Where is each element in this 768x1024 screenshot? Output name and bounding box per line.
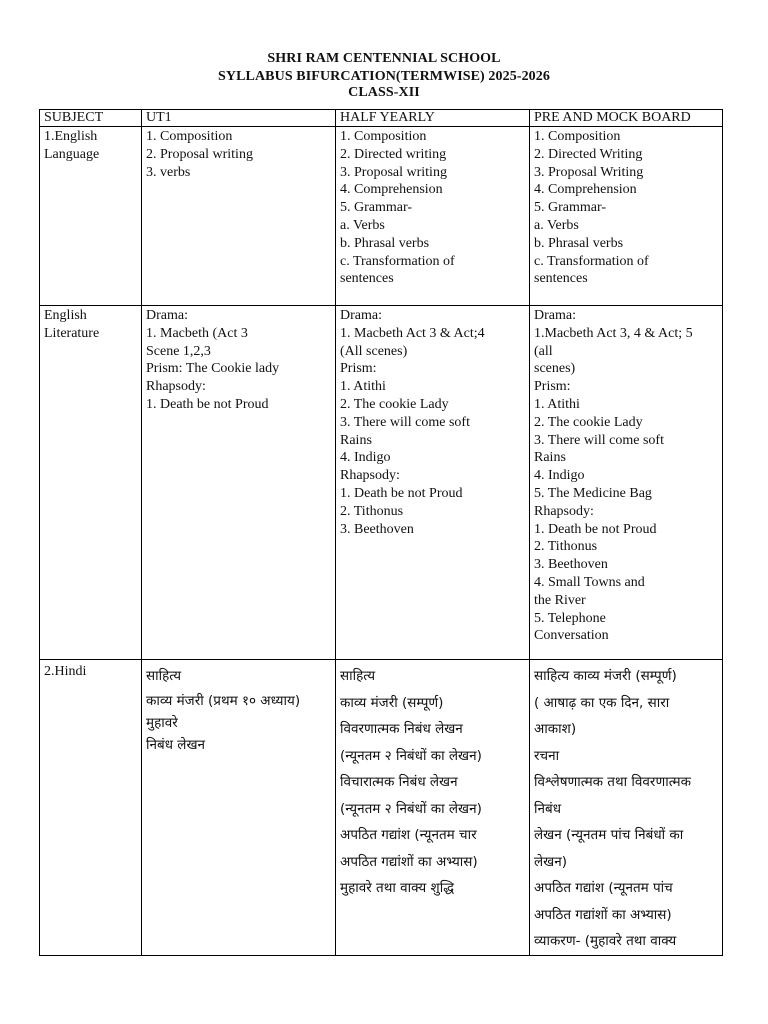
column-header-ut1: UT1 <box>142 110 336 127</box>
cell-line: Conversation <box>534 628 609 644</box>
half-yearly-cell <box>336 660 530 956</box>
cell-line: Drama: <box>534 308 576 323</box>
cell-line: 3. Beethoven <box>340 521 414 537</box>
half-yearly-cell <box>336 127 530 306</box>
cell-line: आकाश) <box>534 721 577 737</box>
cell-line: 2. Directed writing <box>340 146 447 162</box>
cell-line: b. Phrasal verbs <box>534 235 624 251</box>
cell-line: 1.English <box>44 129 98 144</box>
cell-line: 4. Comprehension <box>534 182 637 198</box>
cell-line: 3. Proposal writing <box>340 164 447 180</box>
cell-line: काव्य मंजरी (प्रथम १० अध्याय) <box>146 692 301 709</box>
cell-line: ( आषाढ़ का एक दिन, सारा <box>534 694 670 711</box>
cell-line: 5. Grammar- <box>340 200 413 216</box>
cell-line: विश्लेषणात्मक तथा विवरणात्मक <box>534 774 691 790</box>
school-name: SHRI RAM CENTENNIAL SCHOOL <box>267 51 501 66</box>
cell-line: a. Verbs <box>534 217 579 233</box>
cell-line: 1. Composition <box>146 129 233 144</box>
pre-mock-cell <box>530 127 723 306</box>
cell-line: साहित्य काव्य मंजरी (सम्पूर्ण) <box>534 668 677 684</box>
cell-line: a. Verbs <box>340 217 385 233</box>
cell-line: Rhapsody: <box>340 468 400 484</box>
cell-line: Prism: The Cookie lady <box>146 361 280 377</box>
cell-line: 1. Death be not Proud <box>340 485 463 501</box>
pre-mock-cell <box>530 660 723 956</box>
cell-line: 2. Tithonus <box>534 539 598 555</box>
subject-cell <box>40 127 142 306</box>
cell-line: Prism: <box>340 361 377 377</box>
column-header-subject: SUBJECT <box>40 110 142 127</box>
cell-line: निबंध <box>534 800 561 817</box>
cell-line: 1. Composition <box>534 129 621 144</box>
cell-line: 2.Hindi <box>44 664 87 679</box>
cell-line: मुहावरे तथा वाक्य शुद्धि <box>340 880 454 896</box>
column-header-half-yearly: HALF YEARLY <box>336 110 530 127</box>
cell-line: मुहावरे <box>146 714 178 731</box>
cell-line: 3. Proposal Writing <box>534 164 644 180</box>
cell-line: 2. Tithonus <box>340 503 404 519</box>
cell-line: Drama: <box>146 308 188 323</box>
cell-line: साहित्य <box>146 668 182 684</box>
table-row-hindi <box>40 660 723 956</box>
cell-line: अपठित गद्यांशों का अभ्यास) <box>340 853 478 870</box>
document-header <box>0 50 768 100</box>
cell-line: 5. The Medicine Bag <box>534 485 652 501</box>
cell-line: 3. verbs <box>146 164 191 180</box>
cell-line: 5. Telephone <box>534 610 606 626</box>
cell-line: 1. Atithi <box>534 396 580 412</box>
cell-line: 1. Death be not Proud <box>146 396 269 412</box>
cell-line: (all <box>534 343 553 359</box>
table-row-english-literature <box>40 306 723 660</box>
cell-line: अपठित गद्यांश (न्यूनतम चार <box>340 827 477 843</box>
column-header-pre-mock-board: PRE AND MOCK BOARD <box>530 110 723 127</box>
cell-line: sentences <box>534 271 588 287</box>
cell-line: निबंध लेखन <box>146 736 205 753</box>
cell-line: c. Transformation of <box>340 253 455 269</box>
cell-line: 1. Composition <box>340 129 427 144</box>
cell-line: (न्यूनतम २ निबंधों का लेखन) <box>340 747 482 764</box>
cell-line: विवरणात्मक निबंध लेखन <box>340 721 463 737</box>
cell-line: 3. Beethoven <box>534 557 608 573</box>
cell-line: विचारात्मक निबंध लेखन <box>340 774 458 790</box>
pre-mock-cell <box>530 306 723 660</box>
cell-line: b. Phrasal verbs <box>340 235 430 251</box>
cell-line: लेखन (न्यूनतम पांच निबंधों का <box>534 827 684 843</box>
cell-line: 1. Macbeth (Act 3 <box>146 325 248 341</box>
cell-line: (All scenes) <box>340 343 408 359</box>
cell-line: scenes) <box>534 361 576 377</box>
class-label: CLASS-XII <box>348 85 420 100</box>
cell-line: Language <box>44 146 100 162</box>
cell-line: the River <box>534 592 586 608</box>
cell-line: (न्यूनतम २ निबंधों का लेखन) <box>340 800 482 817</box>
cell-line: 4. Small Towns and <box>534 574 645 590</box>
cell-line: व्याकरण- (मुहावरे तथा वाक्य <box>534 933 677 949</box>
cell-line: Drama: <box>340 308 382 323</box>
cell-line: अपठित गद्यांशों का अभ्यास) <box>534 906 672 923</box>
cell-line: 2. Proposal writing <box>146 146 253 162</box>
cell-line: c. Transformation of <box>534 253 649 269</box>
cell-line: 3. There will come soft <box>340 414 470 430</box>
cell-line: 3. There will come soft <box>534 432 664 448</box>
cell-line: Rains <box>534 450 566 466</box>
cell-line: Literature <box>44 325 100 341</box>
document-title: SYLLABUS BIFURCATION(TERMWISE) 2025-2026 <box>217 69 550 84</box>
syllabus-table <box>39 109 723 956</box>
cell-line: काव्य मंजरी (सम्पूर्ण) <box>340 694 444 711</box>
cell-line: 1.Macbeth Act 3, 4 & Act; 5 <box>534 325 693 341</box>
half-yearly-cell <box>336 306 530 660</box>
ut1-cell <box>142 306 336 660</box>
cell-line: 2. The cookie Lady <box>534 414 643 430</box>
cell-line: Rhapsody: <box>146 379 206 395</box>
cell-line: साहित्य <box>340 668 376 684</box>
cell-line: 4. Comprehension <box>340 182 443 198</box>
cell-line: लेखन) <box>534 853 567 870</box>
cell-line: 1. Macbeth Act 3 & Act;4 <box>340 325 485 341</box>
cell-line: sentences <box>340 271 394 287</box>
table-row-english-language <box>40 127 723 306</box>
cell-line: Rains <box>340 432 372 448</box>
cell-line: Prism: <box>534 379 571 395</box>
subject-cell <box>40 660 142 956</box>
cell-line: 2. The cookie Lady <box>340 396 449 412</box>
cell-line: 2. Directed Writing <box>534 146 643 162</box>
cell-line: English <box>44 308 87 323</box>
cell-line: रचना <box>534 747 560 764</box>
cell-line: 1. Death be not Proud <box>534 521 657 537</box>
cell-line: Rhapsody: <box>534 503 594 519</box>
table-header-row <box>40 110 723 127</box>
cell-line: 1. Atithi <box>340 379 386 395</box>
cell-line: 5. Grammar- <box>534 200 607 216</box>
ut1-cell <box>142 660 336 956</box>
subject-cell <box>40 306 142 660</box>
cell-line: Scene 1,2,3 <box>146 343 211 359</box>
ut1-cell <box>142 127 336 306</box>
cell-line: अपठित गद्यांश (न्यूनतम पांच <box>534 880 673 896</box>
cell-line: 4. Indigo <box>340 450 391 466</box>
cell-line: 4. Indigo <box>534 468 585 484</box>
